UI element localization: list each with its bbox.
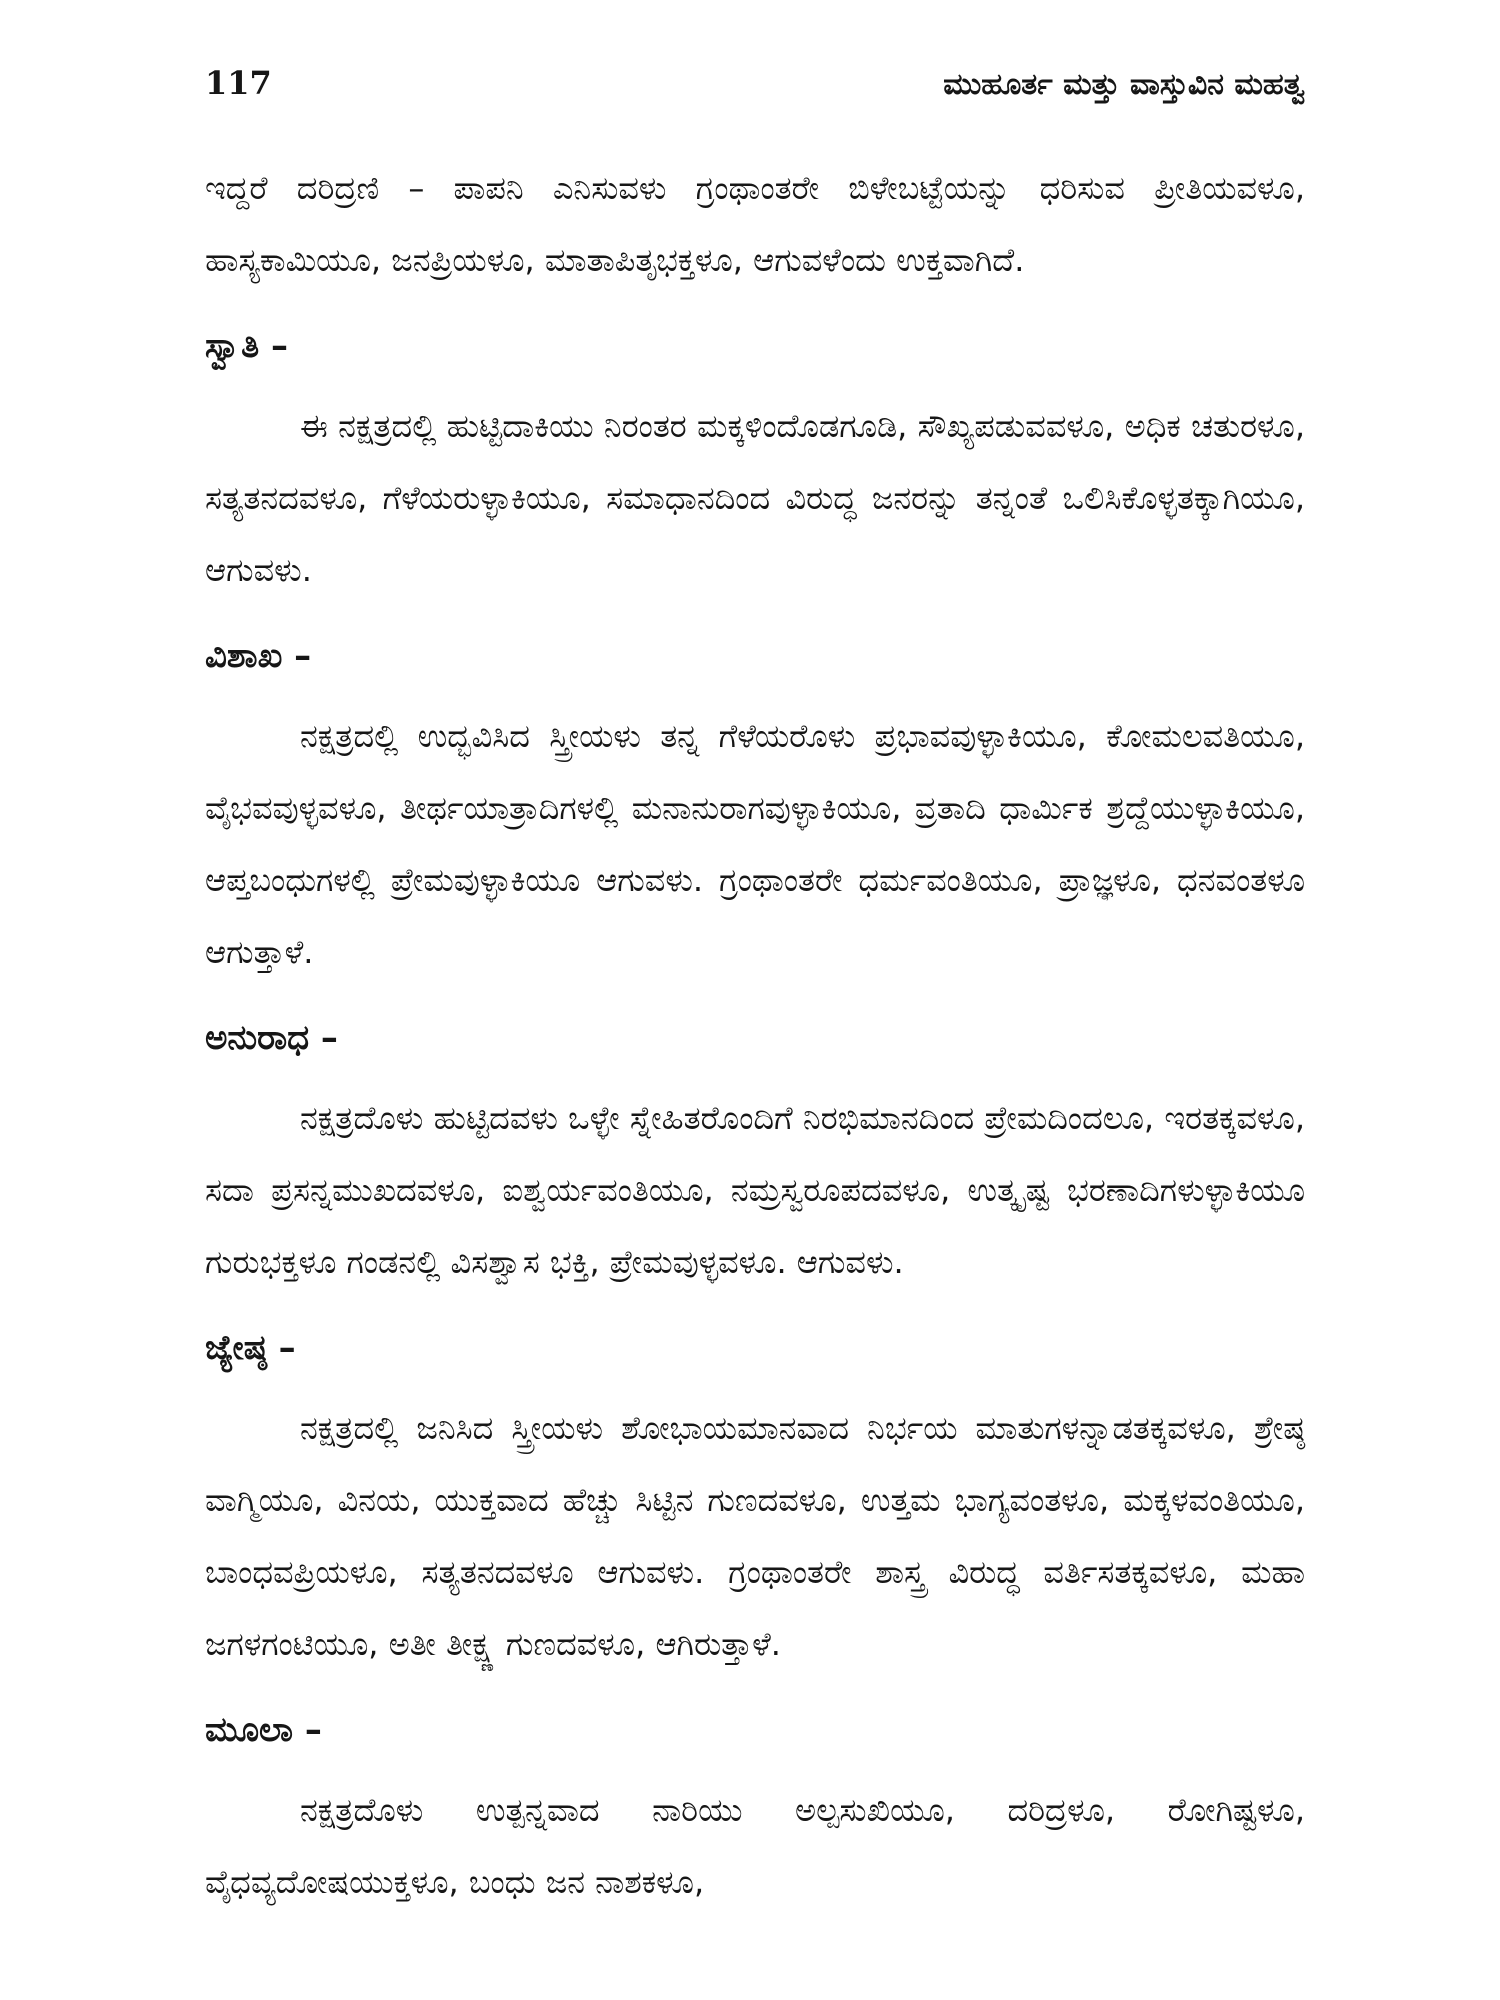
- section-moola: [205, 1694, 1305, 1918]
- section-heading-vishakha: ವಿಶಾಖ –: [205, 636, 312, 676]
- section-anuradha: [205, 1002, 1305, 1298]
- intro-paragraph: ಇದ್ದರೆ ದರಿದ್ರಣಿ – ಪಾಪನಿ ಎನಿಸುವಳು ಗ್ರಂಥಾಂತರೇ ಬಿಳೇಬಟ್ಟೆಯನ್ನು ಧರಿಸುವ ಪ್ರೀತಿಯವಳೂ, ಹಾಸ್ಯಕಾಮಿಯೂ, ಜನಪ್ರಿಯಳೂ, ಮಾತಾಪಿತೃಭಕ್ತಳೂ, ಆಗುವಳೆಂದು ಉಕ್ತವಾಗಿದೆ.: [205, 169, 1305, 279]
- section-heading-swati: ಸ್ವಾತಿ –: [205, 326, 288, 366]
- section-body-swati: ಈ ನಕ್ಷತ್ರದಲ್ಲಿ ಹುಟ್ಟಿದಾಕಿಯು ನಿರಂತರ ಮಕ್ಕಳಿಂದೊಡಗೂಡಿ, ಸೌಖ್ಯಪಡುವವಳೂ, ಅಧಿಕ ಚತುರಳೂ, ಸತ್ಯತನದವಳೂ, ಗೆಳೆಯರುಳ್ಳಾಕಿಯೂ, ಸಮಾಧಾನದಿಂದ ವಿರುದ್ಧ ಜನರನ್ನು ತನ್ನಂತೆ ಒಲಿಸಿಕೊಳ್ಳತಕ್ಕಾಗಿಯೂ, ಆಗುವಳು.: [205, 407, 1305, 589]
- section-heading-anuradha: ಅನುರಾಧ –: [205, 1018, 338, 1058]
- section-body-moola: ನಕ್ಷತ್ರದೊಳು ಉತ್ಪನ್ನವಾದ ನಾರಿಯು ಅಲ್ಪಸುಖಿಯೂ, ದರಿದ್ರಳೂ, ರೋಗಿಷ್ಟಳೂ, ವೈಧವ್ಯದೋಷಯುಕ್ತಳೂ, ಬಂಧು ಜನ ನಾಶಕಳೂ,: [205, 1791, 1305, 1901]
- section-jyeshta: [205, 1312, 1305, 1680]
- section-swati: [205, 310, 1305, 606]
- section-body-jyeshta: ನಕ್ಷತ್ರದಲ್ಲಿ ಜನಿಸಿದ ಸ್ತ್ರೀಯಳು ಶೋಭಾಯಮಾನವಾದ ನಿರ್ಭಯ ಮಾತುಗಳನ್ನಾಡತಕ್ಕವಳೂ, ಶ್ರೇಷ್ಠ ವಾಗ್ಮಿಯೂ, ವಿನಯ, ಯುಕ್ತವಾದ ಹೆಚ್ಚು ಸಿಟ್ಟಿನ ಗುಣದವಳೂ, ಉತ್ತಮ ಭಾಗ್ಯವಂತಳೂ, ಮಕ್ಕಳವಂತಿಯೂ, ಬಾಂಧವಪ್ರಿಯಳೂ, ಸತ್ಯತನದವಳೂ ಆಗುವಳು. ಗ್ರಂಥಾಂತರೇ ಶಾಸ್ತ್ರ ವಿರುದ್ಧ ವರ್ತಿಸತಕ್ಕವಳೂ, ಮಹಾ ಜಗಳಗಂಟಿಯೂ, ಅತೀ ತೀಕ್ಷ್ಣ ಗುಣದವಳೂ, ಆಗಿರುತ್ತಾಳೆ.: [205, 1409, 1305, 1663]
- section-vishakha: [205, 620, 1305, 988]
- running-header: [205, 64, 1305, 130]
- book-page: [205, 64, 1305, 1964]
- page-number: 117: [205, 64, 272, 102]
- section-body-anuradha: ನಕ್ಷತ್ರದೊಳು ಹುಟ್ಟಿದವಳು ಒಳ್ಳೇ ಸ್ನೇಹಿತರೊಂದಿಗೆ ನಿರಭಿಮಾನದಿಂದ ಪ್ರೇಮದಿಂದಲೂ, ಇರತಕ್ಕವಳೂ, ಸದಾ ಪ್ರಸನ್ನಮುಖದವಳೂ, ಐಶ್ವರ್ಯವಂತಿಯೂ, ನಮ್ರಸ್ವರೂಪದವಳೂ, ಉತ್ಕೃಷ್ಟ ಭರಣಾದಿಗಳುಳ್ಳಾಕಿಯೂ ಗುರುಭಕ್ತಳೂ ಗಂಡನಲ್ಲಿ ವಿಸಶ್ವಾಸ ಭಕ್ತಿ, ಪ್ರೇಮವುಳ್ಳವಳೂ. ಆಗುವಳು.: [205, 1099, 1305, 1281]
- section-heading-jyeshta: ಜ್ಯೇಷ್ಠ –: [205, 1328, 296, 1368]
- section-heading-moola: ಮೂಲಾ –: [205, 1710, 322, 1750]
- section-body-vishakha: ನಕ್ಷತ್ರದಲ್ಲಿ ಉದ್ಭವಿಸಿದ ಸ್ತ್ರೀಯಳು ತನ್ನ ಗೆಳೆಯರೊಳು ಪ್ರಭಾವವುಳ್ಳಾಕಿಯೂ, ಕೋಮಲವತಿಯೂ, ವೈಭವವುಳ್ಳವಳೂ, ತೀರ್ಥಯಾತ್ರಾದಿಗಳಲ್ಲಿ ಮನಾನುರಾಗವುಳ್ಳಾಕಿಯೂ, ವ್ರತಾದಿ ಧಾರ್ಮಿಕ ಶ್ರದ್ದೆಯುಳ್ಳಾಕಿಯೂ, ಆಪ್ತಬಂಧುಗಳಲ್ಲಿ ಪ್ರೇಮವುಳ್ಳಾಕಿಯೂ ಆಗುವಳು. ಗ್ರಂಥಾಂತರೇ ಧರ್ಮವಂತಿಯೂ, ಪ್ರಾಜ್ಞಳೂ, ಧನವಂತಳೂ ಆಗುತ್ತಾಳೆ.: [205, 717, 1305, 971]
- chapter-title: ಮುಹೂರ್ತ ಮತ್ತು ವಾಸ್ತುವಿನ ಮಹತ್ವ: [943, 67, 1305, 102]
